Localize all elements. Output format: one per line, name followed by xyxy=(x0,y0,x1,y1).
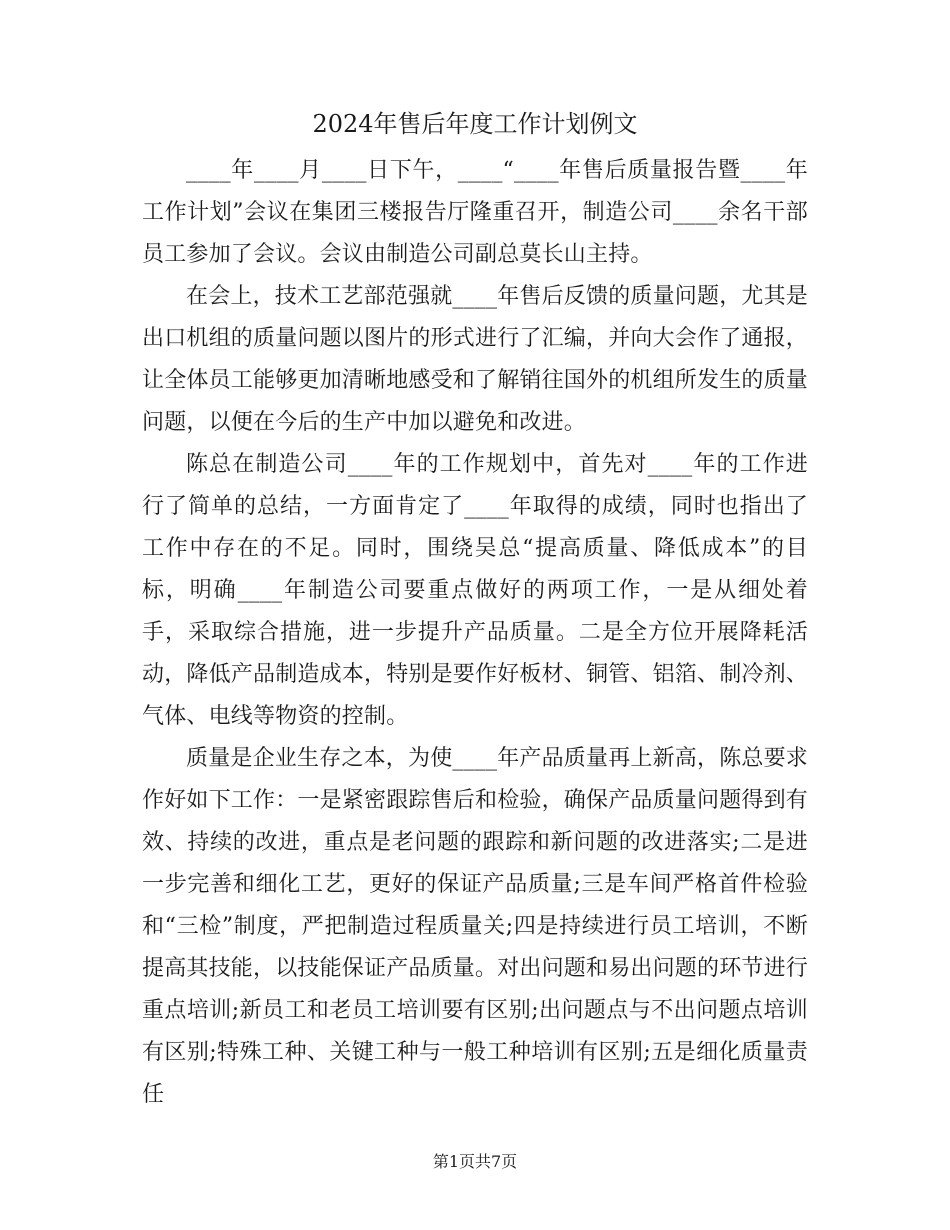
paragraph-4: 质量是企业生存之本，为使____年产品质量再上新高，陈总要求作好如下工作：一是紧密跟踪售后和检验，确保产品质量问题得到有效、持续的改进，重点是老问题的跟踪和新问题的改进落实;二是进一步完善和细化工艺，更好的保证产品质量;三是车间严格首件检验和“三检”制度，严把制造过程质量关;四是持续进行员工培训，不断提高其技能，以技能保证产品质量。对出问题和易出问题的环节进行重点培训;新员工和老员工培训要有区别;出问题点与不出问题点培训有区别;特殊工种、关键工种与一般工种培训有区别;五是细化质量责任 xyxy=(142,746,809,1107)
page-number: 第1页共7页 xyxy=(432,1152,518,1171)
paragraph-2: 在会上，技术工艺部范强就____年售后反馈的质量问题，尤其是出口机组的质量问题以图片的形式进行了汇编，并向大会作了通报，让全体员工能够更加清晰地感受和了解销往国外的机组所发生的质量问题，以便在今后的生产中加以避免和改进。 xyxy=(142,284,809,435)
document-body xyxy=(142,150,808,1116)
document-title: 2024年售后年度工作计划例文 xyxy=(312,110,638,138)
paragraph-3: 陈总在制造公司____年的工作规划中，首先对____年的工作进行了简单的总结，一方面肯定了____年取得的成绩，同时也指出了工作中存在的不足。同时，围绕吴总“提高质量、降低成本”的目标，明确____年制造公司要重点做好的两项工作，一是从细处着手，采取综合措施，进一步提升产品质量。二是全方位开展降耗活动，降低产品制造成本，特别是要作好板材、铜管、铝箔、制冷剂、气体、电线等物资的控制。 xyxy=(142,452,809,729)
paragraph-1: ____年____月____日下午，____“____年售后质量报告暨____年工作计划”会议在集团三楼报告厅隆重召开，制造公司____余名干部员工参加了会议。会议由制造公司副总莫长山主持。 xyxy=(142,158,808,267)
